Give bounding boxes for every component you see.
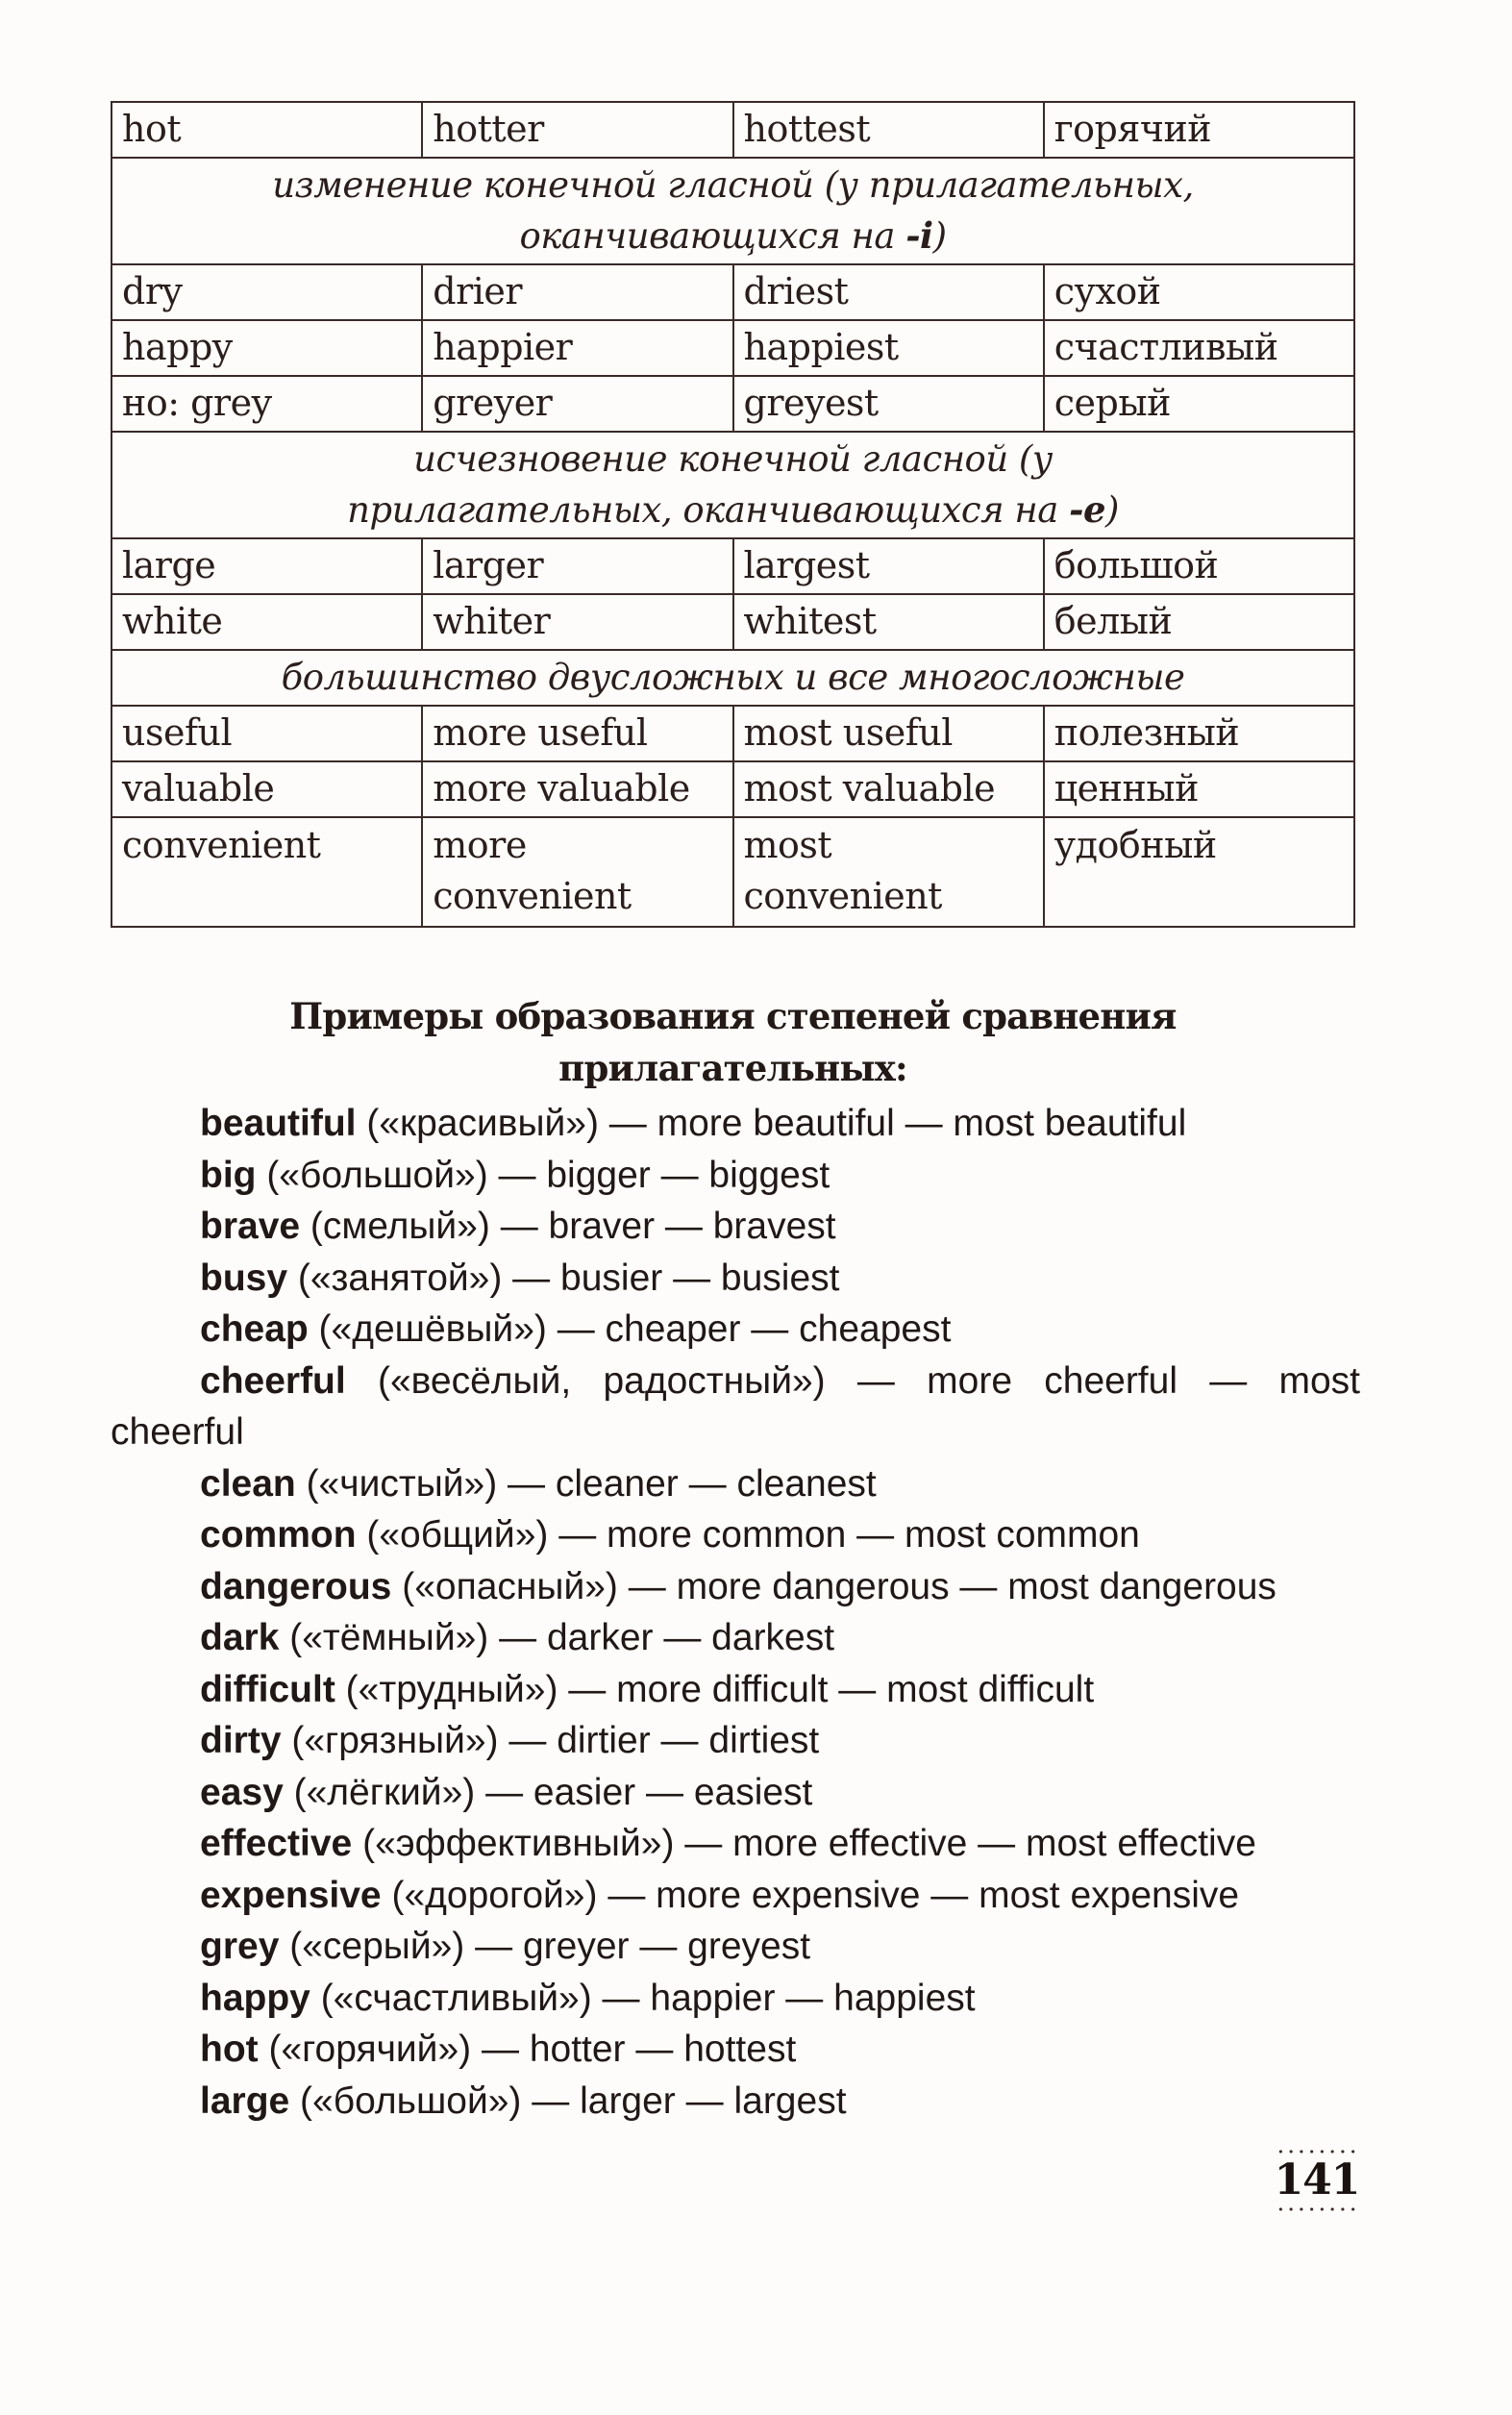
- example-item: [111, 1921, 1360, 1973]
- example-forms: («грязный») — dirtier — dirtiest: [281, 1720, 820, 1761]
- positive-cell: white: [112, 594, 422, 650]
- superlative-cell: most valuable: [733, 761, 1044, 817]
- example-word: happy: [200, 1977, 310, 2019]
- positive-cell: dry: [112, 264, 422, 320]
- table-section-row: [112, 432, 1354, 538]
- superlative-cell: largest: [733, 538, 1044, 594]
- translation-cell: счастливый: [1044, 320, 1354, 376]
- positive-cell: large: [112, 538, 422, 594]
- example-word: large: [200, 2079, 290, 2122]
- example-word: beautiful: [200, 1103, 357, 1144]
- comparative-cell: more valuable: [422, 761, 732, 817]
- example-forms: («красивый») — more beautiful — most beautiful: [356, 1103, 1187, 1144]
- comparative-cell: larger: [422, 538, 732, 594]
- example-word: dirty: [200, 1720, 282, 1761]
- example-word: clean: [200, 1462, 296, 1505]
- example-forms: («горячий») — hotter — hottest: [258, 2029, 797, 2070]
- section-header: [112, 650, 1354, 706]
- comparative-cell: drier: [422, 264, 732, 320]
- example-word: dark: [200, 1617, 280, 1658]
- comparative-cell: more useful: [422, 706, 732, 761]
- example-forms: («трудный») — more difficult — most difficult: [335, 1668, 1095, 1710]
- example-item: [111, 2076, 1360, 2128]
- example-item: [111, 1201, 1360, 1253]
- example-word: common: [200, 1514, 357, 1556]
- positive-cell: valuable: [112, 761, 422, 817]
- example-item: [111, 1098, 1360, 1150]
- examples-list: [111, 1098, 1360, 2127]
- example-forms: («тёмный») — darker — darkest: [279, 1617, 835, 1658]
- table-row: [112, 102, 1354, 158]
- example-word: difficult: [200, 1668, 335, 1710]
- example-forms: (смелый») — braver — bravest: [300, 1206, 836, 1247]
- superlative-cell: most convenient: [733, 817, 1044, 927]
- table-section-row: [112, 650, 1354, 706]
- table-section-row: [112, 158, 1354, 264]
- example-item: [111, 1612, 1360, 1664]
- translation-cell: горячий: [1044, 102, 1354, 158]
- example-forms: («счастливый») — happier — happiest: [310, 1977, 976, 2019]
- example-word: expensive: [200, 1874, 382, 1916]
- example-word: dangerous: [200, 1565, 392, 1607]
- superlative-cell: greyest: [733, 376, 1044, 432]
- examples-heading-line2: прилагательных:: [558, 1047, 907, 1089]
- positive-cell: но: grey: [112, 376, 422, 432]
- section-text: исчезновение конечной гласной (у прилагательных, оканчивающихся на: [347, 438, 1070, 531]
- comparative-cell: whiter: [422, 594, 732, 650]
- example-word: effective: [200, 1823, 353, 1864]
- translation-cell: удобный: [1044, 817, 1354, 927]
- example-item: [111, 1767, 1360, 1819]
- example-word: easy: [200, 1771, 284, 1813]
- translation-cell: большой: [1044, 538, 1354, 594]
- example-item: [111, 1818, 1360, 1870]
- table-row: [112, 264, 1354, 320]
- table-row: [112, 376, 1354, 432]
- example-word: cheap: [200, 1308, 309, 1350]
- example-item: [111, 1458, 1360, 1510]
- example-forms: («эффективный») — more effective — most effective: [352, 1823, 1256, 1864]
- positive-cell: hot: [112, 102, 422, 158]
- section-text-end: ): [932, 215, 947, 257]
- example-item: [111, 1150, 1360, 1202]
- examples-heading: [111, 990, 1355, 1094]
- example-item: [111, 1715, 1360, 1767]
- section-suffix: -e: [1069, 488, 1105, 531]
- positive-cell: convenient: [112, 817, 422, 927]
- superlative-cell: happiest: [733, 320, 1044, 376]
- example-forms: («занятой») — busier — busiest: [287, 1257, 840, 1299]
- example-item: [111, 1509, 1360, 1561]
- translation-cell: белый: [1044, 594, 1354, 650]
- example-forms: («большой») — larger — largest: [289, 2079, 847, 2122]
- example-item: [111, 1870, 1360, 1922]
- comparative-cell: happier: [422, 320, 732, 376]
- section-text: изменение конечной гласной (у прилагательных, оканчивающихся на: [272, 164, 1194, 257]
- translation-cell: полезный: [1044, 706, 1354, 761]
- section-header: [112, 158, 1354, 264]
- table-row: [112, 817, 1354, 927]
- example-word: brave: [200, 1206, 301, 1247]
- example-word: hot: [200, 2029, 259, 2070]
- example-item: [111, 1356, 1360, 1458]
- example-item: [111, 1304, 1360, 1356]
- example-word: grey: [200, 1926, 280, 1967]
- section-suffix: -i: [905, 214, 933, 257]
- page-number: 141: [1274, 2155, 1360, 2204]
- example-forms: («лёгкий») — easier — easiest: [283, 1771, 813, 1813]
- example-forms: («чистый») — cleaner — cleanest: [295, 1462, 877, 1505]
- translation-cell: сухой: [1044, 264, 1354, 320]
- example-forms: («опасный») — more dangerous — most dangerous: [391, 1565, 1277, 1607]
- example-forms: («дешёвый») — cheaper — cheapest: [308, 1308, 952, 1350]
- example-item: [111, 2024, 1360, 2076]
- example-word: cheerful: [200, 1359, 346, 1402]
- example-forms: («весёлый, радостный») — more cheerful — most cheerful: [111, 1359, 1360, 1453]
- comparative-cell: hotter: [422, 102, 732, 158]
- table-row: [112, 594, 1354, 650]
- comparative-cell: greyer: [422, 376, 732, 432]
- translation-cell: ценный: [1044, 761, 1354, 817]
- table-row: [112, 706, 1354, 761]
- table-row: [112, 538, 1354, 594]
- superlative-cell: driest: [733, 264, 1044, 320]
- section-header: [112, 432, 1354, 538]
- example-forms: («общий») — more common — most common: [356, 1514, 1140, 1556]
- example-forms: («дорогой») — more expensive — most expensive: [381, 1874, 1240, 1916]
- example-word: busy: [200, 1257, 288, 1299]
- example-item: [111, 1561, 1360, 1613]
- superlative-cell: most useful: [733, 706, 1044, 761]
- section-text-end: ): [1105, 489, 1119, 531]
- section-text: большинство двусложных и все многосложные: [281, 657, 1185, 698]
- example-item: [111, 1973, 1360, 2025]
- translation-cell: серый: [1044, 376, 1354, 432]
- table-row: [112, 761, 1354, 817]
- comparison-table: [111, 101, 1355, 928]
- example-forms: («большой») — bigger — biggest: [256, 1154, 830, 1196]
- example-item: [111, 1253, 1360, 1305]
- superlative-cell: hottest: [733, 102, 1044, 158]
- table-row: [112, 320, 1354, 376]
- positive-cell: happy: [112, 320, 422, 376]
- positive-cell: useful: [112, 706, 422, 761]
- examples-heading-line1: Примеры образования степеней сравнения: [289, 995, 1177, 1037]
- example-forms: («серый») — greyer — greyest: [279, 1926, 811, 1967]
- example-item: [111, 1664, 1360, 1716]
- page-number-dots-bottom: [1276, 2207, 1358, 2211]
- page-number-block: [1274, 2150, 1360, 2211]
- example-word: big: [200, 1154, 257, 1196]
- superlative-cell: whitest: [733, 594, 1044, 650]
- comparative-cell: more convenient: [422, 817, 732, 927]
